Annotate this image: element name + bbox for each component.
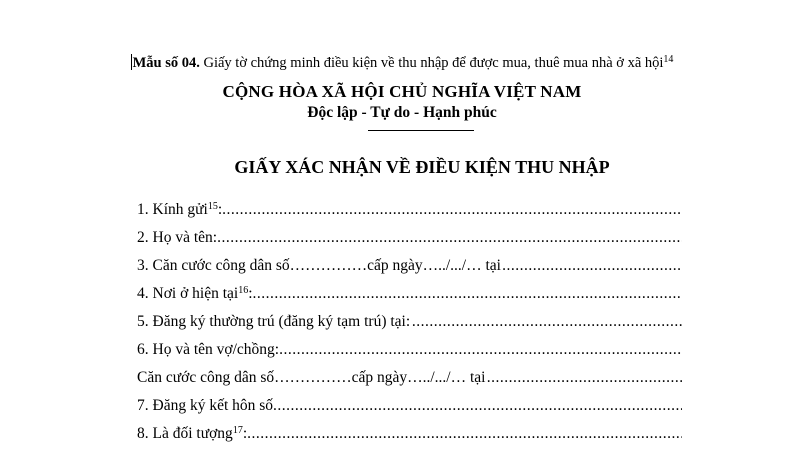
dotted-fill-line[interactable]	[279, 341, 682, 359]
dotted-fill-line[interactable]	[222, 201, 682, 219]
form-code-line	[0, 54, 804, 72]
field-label: 6. Họ và tên vợ/chồng:	[137, 341, 280, 358]
dotted-fill-line[interactable]	[487, 369, 682, 387]
dotted-fill-line[interactable]	[273, 397, 682, 415]
field-spouse-citizen-id[interactable]	[137, 369, 682, 387]
field-label: 7. Đăng ký kết hôn số	[137, 397, 274, 414]
dotted-fill-line[interactable]	[253, 285, 682, 303]
footnote-ref: 16	[238, 285, 249, 296]
field-colon: :	[248, 285, 253, 302]
field-recipient[interactable]	[137, 201, 682, 219]
footnote-ref: 15	[207, 201, 218, 212]
form-code-description: Giấy tờ chứng minh điều kiện về thu nhập để được mua, thuê mua nhà ở xã hội	[199, 55, 664, 71]
document-title: GIẤY XÁC NHẬN VỀ ĐIỀU KIỆN THU NHẬP	[234, 157, 610, 177]
dotted-fill-line[interactable]	[412, 313, 682, 331]
form-code-number: Mẫu số 04.	[132, 55, 200, 71]
dotted-fill-line[interactable]	[217, 229, 682, 247]
field-spouse-name[interactable]	[137, 341, 682, 359]
national-title: CỘNG HÒA XÃ HỘI CHỦ NGHĨA VIỆT NAM	[222, 82, 582, 101]
field-full-name[interactable]	[137, 229, 682, 247]
motto-underline	[368, 130, 474, 131]
field-colon: :	[217, 201, 223, 218]
field-label: 4. Nơi ở hiện tại	[137, 285, 239, 302]
field-beneficiary-type[interactable]	[137, 425, 682, 443]
field-citizen-id[interactable]	[137, 257, 682, 275]
dotted-fill-line[interactable]	[502, 257, 682, 275]
field-marriage-registration[interactable]	[137, 397, 682, 415]
field-registered-residence[interactable]	[137, 313, 682, 331]
text-cursor	[131, 54, 132, 70]
national-motto: Độc lập - Tự do - Hạnh phúc	[307, 104, 497, 121]
field-current-residence[interactable]	[137, 285, 682, 303]
field-label: 8. Là đối tượng	[137, 425, 233, 442]
field-label: 1. Kính gửi	[137, 201, 208, 218]
footnote-ref: 14	[663, 54, 674, 65]
footnote-ref: 17	[232, 425, 243, 436]
field-colon: :	[242, 425, 248, 442]
field-label: 5. Đăng ký thường trú (đăng ký tạm trú) tại:	[137, 313, 411, 330]
field-label: Căn cước công dân số……………cấp ngày…../.../… tại	[137, 369, 486, 386]
dotted-fill-line[interactable]	[247, 425, 682, 443]
field-label: 3. Căn cước công dân số……………cấp ngày…../.../… tại	[137, 257, 501, 274]
field-label: 2. Họ và tên:	[137, 229, 218, 246]
